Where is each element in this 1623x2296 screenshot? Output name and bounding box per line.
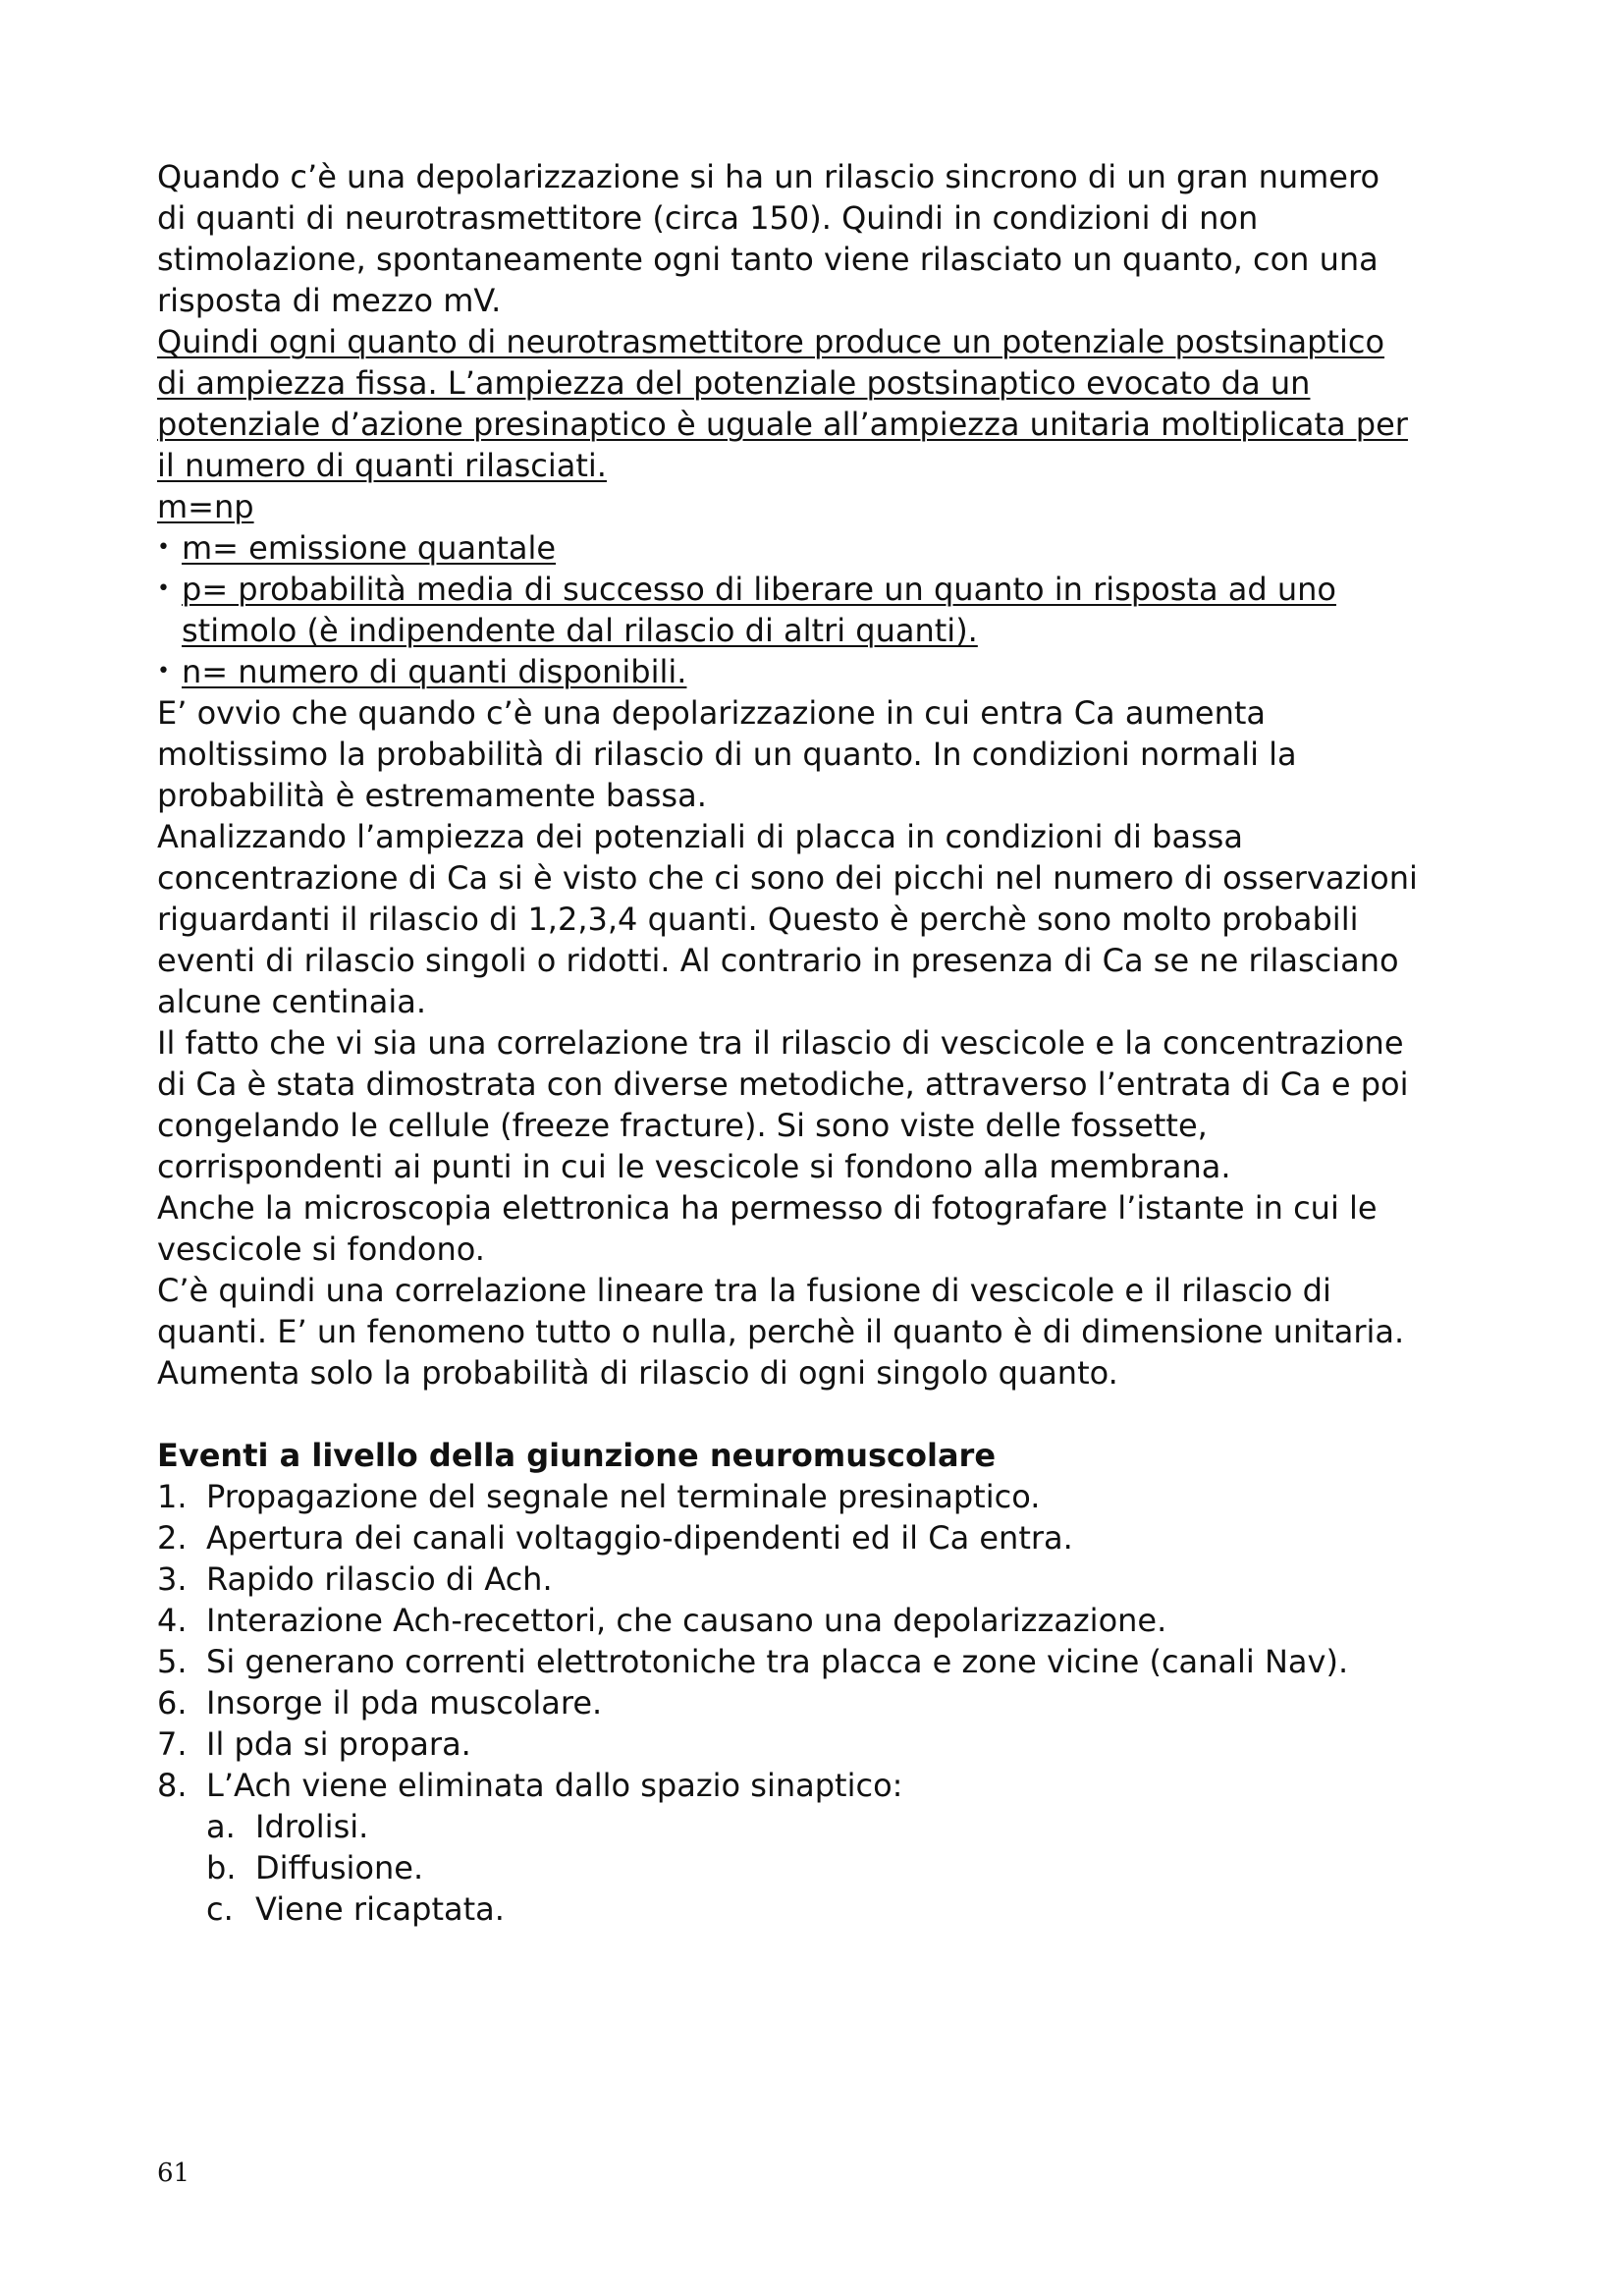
bullet-icon: •: [157, 535, 170, 560]
list-item-continuation: [157, 610, 1418, 651]
text-line: risposta di mezzo mV.: [157, 282, 502, 319]
list-letter: a.: [206, 1808, 236, 1845]
paragraph-conclusion: [157, 1270, 1418, 1394]
formula: m=np: [157, 488, 254, 525]
text-line: Analizzando l’ampiezza dei potenziali di placca in condizioni di bassa: [157, 818, 1243, 855]
list-item: [157, 1517, 1418, 1558]
list-letter: b.: [206, 1849, 237, 1886]
text-line: riguardanti il rilascio di 1,2,3,4 quanti. Questo è perchè sono molto probabili: [157, 901, 1359, 938]
sub-list-item: [157, 1888, 1418, 1930]
list-item-text: n= numero di quanti disponibili.: [182, 653, 687, 690]
list-letter: c.: [206, 1890, 234, 1928]
paragraph-microscopy: [157, 1187, 1418, 1270]
text-line: stimolazione, spontaneamente ogni tanto viene rilasciato un quanto, con una: [157, 241, 1379, 278]
list-item-text: Rapido rilascio di Ach.: [206, 1560, 553, 1598]
text-line: il numero di quanti rilasciati.: [157, 447, 607, 484]
page-number: 61: [157, 2159, 190, 2188]
text-line: C’è quindi una correlazione lineare tra la fusione di vescicole e il rilascio di: [157, 1272, 1331, 1309]
paragraph-probability: [157, 692, 1418, 816]
text-line: eventi di rilascio singoli o ridotti. Al contrario in presenza di Ca se ne rilasciano: [157, 942, 1399, 979]
text-line: alcune centinaia.: [157, 983, 427, 1020]
list-item-text: Viene ricaptata.: [255, 1890, 505, 1928]
section-heading: Eventi a livello della giunzione neuromuscolare: [157, 1437, 997, 1474]
page-body: [157, 156, 1418, 1930]
list-item-text: m= emissione quantale: [182, 529, 557, 567]
bullet-icon: •: [157, 576, 170, 601]
text-line: E’ ovvio che quando c’è una depolarizzazione in cui entra Ca aumenta: [157, 694, 1266, 732]
list-item-text: p= probabilità media di successo di liberare un quanto in risposta ad uno: [182, 571, 1336, 608]
text-line: di Ca è stata dimostrata con diverse metodiche, attraverso l’entrata di Ca e poi: [157, 1066, 1409, 1103]
sub-list-item: [157, 1806, 1418, 1847]
list-item-text: Interazione Ach-recettori, che causano una depolarizzazione.: [206, 1602, 1167, 1639]
text-line: concentrazione di Ca si è visto che ci sono dei picchi nel numero di osservazioni: [157, 859, 1418, 897]
text-line: moltissimo la probabilità di rilascio di un quanto. In condizioni normali la: [157, 736, 1297, 773]
paragraph-analysis: [157, 816, 1418, 1022]
list-item: [157, 569, 1418, 610]
sub-list-item: [157, 1847, 1418, 1888]
list-number: 8.: [157, 1767, 188, 1804]
text-line: corrispondenti ai punti in cui le vescicole si fondono alla membrana.: [157, 1148, 1231, 1185]
paragraph-underlined-definition: [157, 321, 1418, 486]
text-line: Aumenta solo la probabilità di rilascio di ogni singolo quanto.: [157, 1354, 1118, 1392]
text-line: Anche la microscopia elettronica ha permesso di fotografare l’istante in cui le: [157, 1189, 1378, 1227]
text-line: vescicole si fondono.: [157, 1230, 485, 1268]
list-item: [157, 527, 1418, 569]
text-line: Quando c’è una depolarizzazione si ha un rilascio sincrono di un gran numero: [157, 158, 1380, 195]
list-item: [157, 1641, 1418, 1682]
list-item: [157, 1765, 1418, 1806]
list-item-text: Idrolisi.: [255, 1808, 369, 1845]
list-item: [157, 1476, 1418, 1517]
bullet-icon: •: [157, 659, 170, 683]
list-item-text: Insorge il pda muscolare.: [206, 1684, 603, 1722]
list-item-text: L’Ach viene eliminata dallo spazio sinaptico:: [206, 1767, 903, 1804]
list-number: 2.: [157, 1519, 188, 1557]
text-line: probabilità è estremamente bassa.: [157, 777, 707, 814]
paragraph-correlation: [157, 1022, 1418, 1187]
text-line: di quanti di neurotrasmettitore (circa 150). Quindi in condizioni di non: [157, 199, 1259, 237]
list-item-text: Si generano correnti elettrotoniche tra placca e zone vicine (canali Nav).: [206, 1643, 1349, 1680]
text-line: Quindi ogni quanto di neurotrasmettitore produce un potenziale postsinaptico: [157, 323, 1385, 360]
numbered-list: [157, 1476, 1418, 1930]
text-line: congelando le cellule (freeze fracture). Si sono viste delle fossette,: [157, 1107, 1208, 1144]
list-number: 5.: [157, 1643, 188, 1680]
list-item-text: Il pda si propara.: [206, 1725, 471, 1763]
list-item-text: Diffusione.: [255, 1849, 424, 1886]
list-item: [157, 1682, 1418, 1723]
list-number: 6.: [157, 1684, 188, 1722]
list-item: [157, 1558, 1418, 1600]
list-item: [157, 1600, 1418, 1641]
paragraph-quantal-release: [157, 156, 1418, 321]
text-line: potenziale d’azione presinaptico è uguale all’ampiezza unitaria moltiplicata per: [157, 406, 1408, 443]
list-item-text: Propagazione del segnale nel terminale presinaptico.: [206, 1478, 1041, 1515]
list-number: 4.: [157, 1602, 188, 1639]
list-item: [157, 651, 1418, 692]
list-number: 7.: [157, 1725, 188, 1763]
list-number: 1.: [157, 1478, 188, 1515]
list-item-text: stimolo (è indipendente dal rilascio di altri quanti).: [182, 612, 978, 649]
text-line: Il fatto che vi sia una correlazione tra il rilascio di vescicole e la concentrazione: [157, 1024, 1404, 1062]
list-item: [157, 1723, 1418, 1765]
spacer: [157, 1394, 1418, 1435]
text-line: di ampiezza fissa. L’ampiezza del potenziale postsinaptico evocato da un: [157, 364, 1311, 402]
list-item-text: Apertura dei canali voltaggio-dipendenti ed il Ca entra.: [206, 1519, 1073, 1557]
text-line: quanti. E’ un fenomeno tutto o nulla, perchè il quanto è di dimensione unitaria.: [157, 1313, 1405, 1350]
list-number: 3.: [157, 1560, 188, 1598]
bullet-list: [157, 527, 1418, 692]
